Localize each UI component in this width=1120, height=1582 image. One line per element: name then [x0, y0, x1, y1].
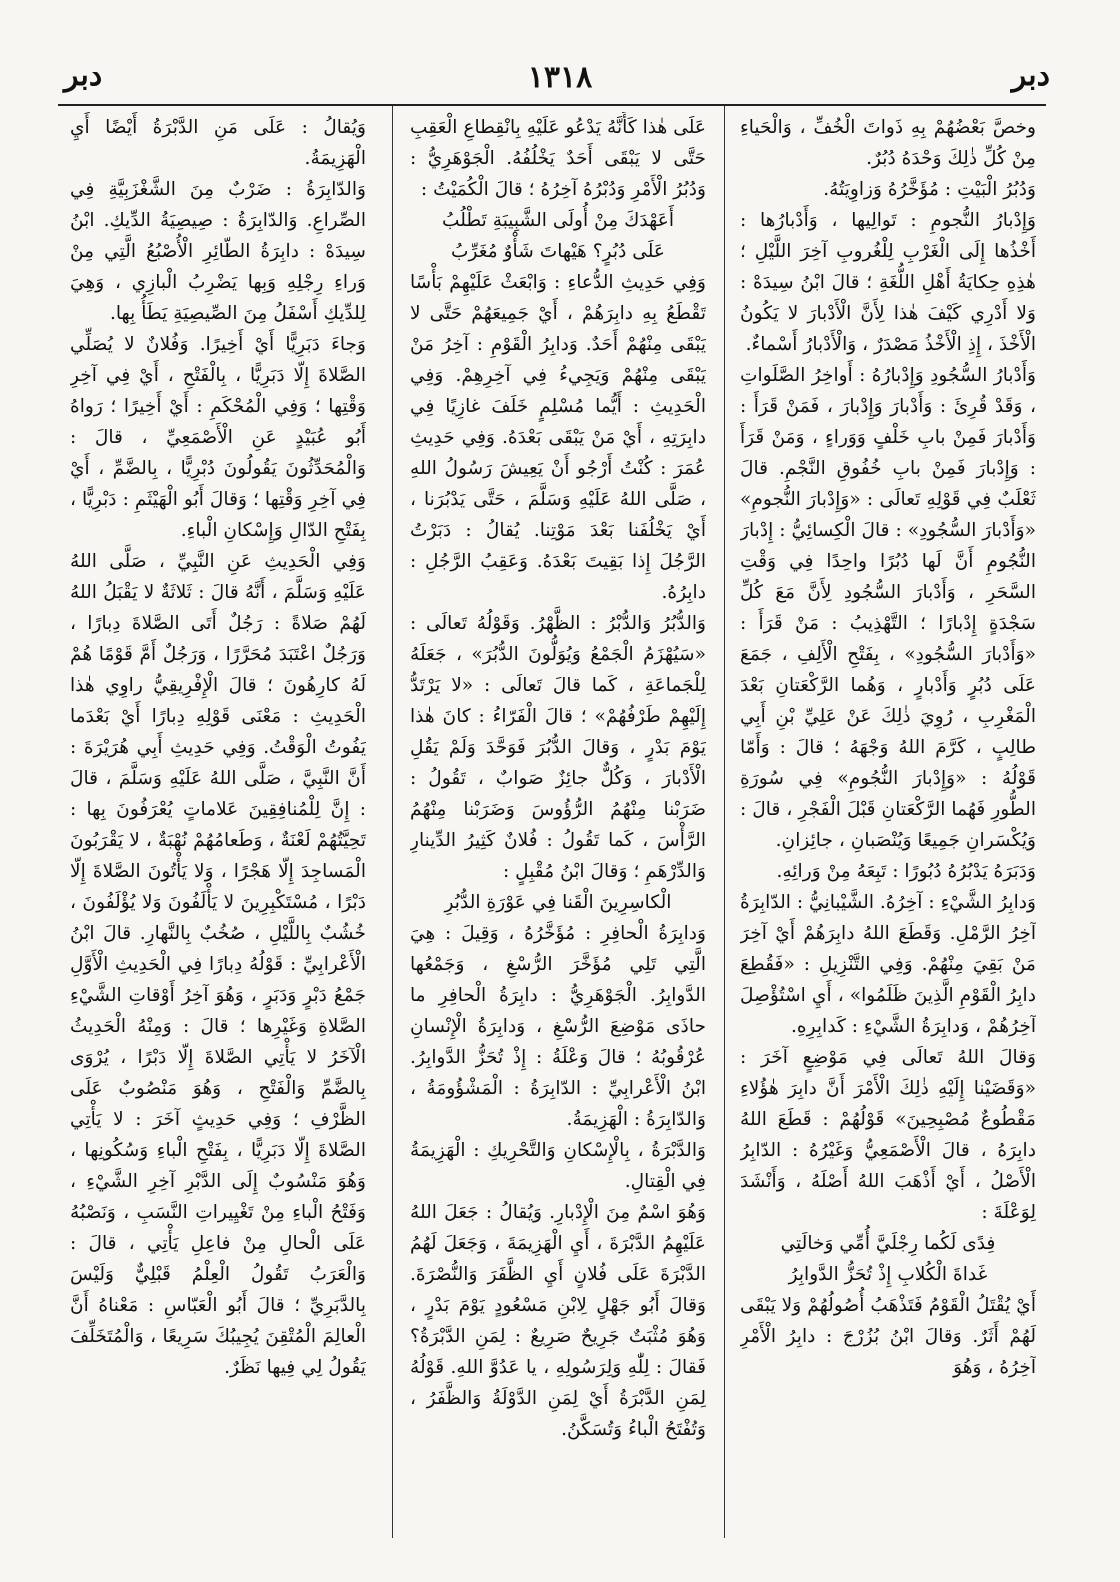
header-rule	[58, 104, 1046, 106]
verse-line: الْكاسِرِينَ الْقَنا فِي عَوْرَةِ الدُّبُرِ	[444, 892, 672, 913]
paragraph: وَهُوَ اسْمٌ مِنَ الْإِدْبارِ. وَيُقالُ : جَعَلَ اللهُ عَلَيْهِمُ الدَّبْرَةَ ، أَيِ الْهَزِيمَةَ ، وَجَعَلَ لَهُمُ الدَّبْرَةَ عَلَى فُلانٍ أَيِ الظَّفَرَ وَالنُّصْرَةَ. وَقالَ أَبُو جَهْلٍ لِابْنِ مَسْعُودٍ يَوْمَ بَدْرٍ ، وَهُوَ مُثْبَتٌ جَرِيحٌ صَرِيعٌ : لِمَنِ الدَّبْرَةُ؟ فَقالَ : لِلّٰهِ وَلِرَسُولِهِ ، يا عَدُوَّ اللهِ. قَوْلُهُ لِمَنِ الدَّبْرَةُ أَيْ لِمَنِ الدَّوْلَةُ وَالظَّفَرُ ، وَتُفْتَحُ الْباءُ وَتُسَكَّنُ.	[410, 1202, 706, 1440]
paragraph: وَفِي حَدِيثِ الدُّعاءِ : وَابْعَثْ عَلَيْهِمْ بَأْسًا تَقْطَعُ بِهِ دابِرَهُمْ ، أَيْ جَمِيعَهُمْ حَتَّى لا يَبْقَى مِنْهُمْ أَحَدٌ. وَدابِرُ الْقَوْمِ : آخِرُ مَنْ يَبْقَى مِنْهُمْ وَيَجِيءُ فِي آخِرِهِمْ. وَفِي الْحَدِيثِ : أَيُّما مُسْلِمٍ خَلَفَ غازِيًا فِي دابِرَتِهِ ، أَيْ مَنْ يَبْقَى بَعْدَهُ. وَفِي حَدِيثِ عُمَرَ : كُنْتُ أَرْجُو أَنْ يَعِيشَ رَسُولُ اللهِ ، صَلَّى اللهُ عَلَيْهِ وَسَلَّمَ ، حَتَّى يَدْبُرَنا ، أَيْ يَخْلُفَنا بَعْدَ مَوْتِنا. يُقالُ : دَبَرْتُ الرَّجُلَ إِذا بَقِيتَ بَعْدَهُ. وَعَقِبُ الرَّجُلِ : دابِرُهُ.	[410, 272, 706, 603]
paragraph: وَالدَّبْرَةُ ، بِالْإِسْكانِ وَالتَّحْرِيكِ : الْهَزِيمَةُ فِي الْقِتالِ.	[410, 1140, 706, 1192]
paragraph: وَإِدْبارُ النُّجومِ : تَوالِيها ، وَأَدْبارُها : أَخْذُها إِلَى الْغَرْبِ لِلْغُروبِ آخِرَ اللَّيْلِ ؛ هٰذِهِ حِكايَةُ أَهْلِ اللُّغَةِ ؛ قالَ ابْنُ سِيدَهْ : وَلا أَدْرِي كَيْفَ هٰذا لِأَنَّ الْأَدْبارَ لا يَكُونُ الْأَخْذَ ، إِذِ الْأَخْذُ مَصْدَرٌ ، وَالْأَدْبارُ أَسْماءٌ.	[740, 210, 1036, 355]
paragraph: وَفِي الْحَدِيثِ عَنِ النَّبِيِّ ، صَلَّى اللهُ عَلَيْهِ وَسَلَّمَ ، أَنَّهُ قالَ : ثَلاثَةٌ لا يَقْبَلُ اللهُ لَهُمْ صَلاةً : رَجُلٌ أَتَى الصَّلاةَ دِبارًا ، وَرَجُلٌ اعْتَبَدَ مُحَرَّرًا ، وَرَجُلٌ أَمَّ قَوْمًا هُمْ لَهُ كارِهُونَ ؛ قالَ الْإِفْرِيقِيُّ راوِي هٰذا الْحَدِيثِ : مَعْنَى قَوْلِهِ دِبارًا أَيْ بَعْدَما يَفُوتُ الْوَقْتُ. وَفِي حَدِيثِ أَبِي هُرَيْرَةَ : أَنَّ النَّبِيَّ ، صَلَّى اللهُ عَلَيْهِ وَسَلَّمَ ، قالَ : إِنَّ لِلْمُنافِقِينَ عَلاماتٍ يُعْرَفُونَ بِها : تَحِيَّتُهُمْ لَعْنَةٌ ، وَطَعامُهُمْ نُهْبَةٌ ، لا يَقْرَبُونَ الْمَساجِدَ إِلّا هَجْرًا ، وَلا يَأْتُونَ الصَّلاةَ إِلّا دَبْرًا ، مُسْتَكْبِرِينَ لا يَأْلَفُونَ وَلا يُؤْلَفُونَ ، خُشُبٌ بِاللَّيْلِ ، صُخُبٌ بِالنَّهارِ. قالَ ابْنُ الْأَعْرابِيِّ : قَوْلُهُ دِبارًا فِي الْحَدِيثِ الْأَوَّلِ جَمْعُ دَبْرٍ وَدَبَرٍ ، وَهُوَ آخِرُ أَوْقاتِ الشَّيْءِ الصَّلاةِ وَغَيْرِها ؛ قالَ : وَمِنْهُ الْحَدِيثُ الْآخَرُ لا يَأْتِي الصَّلاةَ إِلّا دَبْرًا ، يُرْوَى بِالضَّمِّ وَالْفَتْحِ ، وَهُوَ مَنْصُوبٌ عَلَى الظَّرْفِ ؛ وَفِي حَدِيثٍ آخَرَ : لا يَأْتِي الصَّلاةَ إِلّا دَبَرِيًّا ، بِفَتْحِ الْباءِ وَسُكُونِها ، وَهُوَ مَنْسُوبٌ إِلَى الدَّبْرِ آخِرِ الشَّيْءِ ، وَفَتْحُ الْباءِ مِنْ تَغْيِيراتِ النَّسَبِ ، وَنَصْبُهُ عَلَى الْحالِ مِنْ فاعِلِ يَأْتِي ، قالَ : وَالْعَرَبُ تَقُولُ الْعِلْمُ قَبْلِيٌّ وَلَيْسَ بِالدَّبَرِيِّ ؛ قالَ أَبُو الْعَبّاسِ : مَعْناهُ أَنَّ الْعالِمَ الْمُتْقِنَ يُجِيبُكَ سَرِيعًا ، وَالْمُتَخَلِّفَ يَقُولُ لِي فِيها نَظَرٌ.	[70, 551, 366, 1378]
paragraph: وَأَدْبارُ السُّجُودِ وَإِدْبارُهُ : أَواخِرُ الصَّلَواتِ ، وَقَدْ قُرِئَ : وَأَدْبارَ وَإِدْبارَ ، فَمَنْ قَرَأَ : وَأَدْبارَ فَمِنْ بابِ خَلْفٍ وَوَراءٍ ، وَمَنْ قَرَأَ : وَإِدْبارَ فَمِنْ بابِ خُفُوقِ النَّجْمِ. قالَ ثَعْلَبٌ فِي قَوْلِهِ تَعالَى : «وَإِدْبارَ النُّجومِ» «وَأَدْبارَ السُّجُودِ» : قالَ الْكِسائِيُّ : إِدْبارَ النُّجُومِ أَنَّ لَها دُبُرًا واحِدًا فِي وَقْتِ السَّحَرِ ، وَأَدْبارَ السُّجُودِ لِأَنَّ مَعَ كُلِّ سَجْدَةٍ إِدْبارًا ؛ التَّهْذِيبُ : مَنْ قَرَأَ : «وَأَدْبارَ السُّجُودِ» ، بِفَتْحِ الْأَلِفِ ، جَمَعَ عَلَى دُبُرٍ وَأَدْبارٍ ، وَهُما الرَّكْعَتانِ بَعْدَ الْمَغْرِبِ ، رُوِيَ ذٰلِكَ عَنْ عَلِيِّ بْنِ أَبِي طالِبٍ ، كَرَّمَ اللهُ وَجْهَهُ ؛ قالَ : وَأَمّا قَوْلُهُ : «وَإِدْبارَ النُّجُومِ» فِي سُورَةِ الطُّورِ فَهُما الرَّكْعَتانِ قَبْلَ الْفَجْرِ ، قالَ : وَيُكْسَرانِ جَمِيعًا وَيُنْصَبانِ ، جائِزانِ.	[740, 365, 1036, 851]
column-divider-left	[392, 106, 393, 1538]
text-column-left	[70, 112, 366, 1532]
paragraph: وَقالَ اللهُ تَعالَى فِي مَوْضِعٍ آخَرَ : «وَقَضَيْنا إِلَيْهِ ذٰلِكَ الْأَمْرَ أَنَّ دابِرَ هٰؤُلاءِ مَقْطُوعٌ مُصْبِحِينَ» قَوْلُهُمْ : قَطَعَ اللهُ دابِرَهُ ، قالَ الْأَصْمَعِيُّ وَغَيْرُهُ : الدّابِرُ الْأَصْلُ ، أَيْ أَذْهَبَ اللهُ أَصْلَهُ ، وَأَنْشَدَ لِوَعْلَةَ :	[740, 1047, 1036, 1223]
paragraph: وَدُبُرُ الْبَيْتِ : مُؤَخَّرُهُ وَزاوِيَتُهُ.	[823, 179, 1036, 200]
paragraph: وَدابِرُ الشَّيْءِ : آخِرُهُ. الشَّيْبانِيُّ : الدّابِرَةُ آخِرُ الرَّمْلِ. وَقَطَعَ اللهُ دابِرَهُمْ أَيْ آخِرَ مَنْ بَقِيَ مِنْهُمْ. وَفِي التَّنْزِيلِ : «فَقُطِعَ دابِرُ الْقَوْمِ الَّذِينَ ظَلَمُوا» ، أَيِ اسْتُؤْصِلَ آخِرُهُمْ ، وَدابِرَةُ الشَّيْءِ : كَدابِرِهِ.	[740, 892, 1036, 1037]
paragraph: وَدَبَرَهُ يَدْبُرُهُ دُبُورًا : تَبِعَهُ مِنْ وَرائِهِ.	[776, 861, 1036, 882]
verse-line: فِدًى لَكُما رِجْلَيَّ أُمِّي وَخالَتِي	[780, 1233, 996, 1254]
verse-line: عَلَى دُبُرٍ؟ هَيْهاتَ شَأْوٌ مُغَرِّبُ	[450, 241, 666, 262]
page-number: ١٣١٨	[527, 60, 593, 95]
text-column-middle	[410, 112, 706, 1532]
paragraph: وَجاءَ دَبَرِيًّا أَيْ أَخِيرًا. وَفُلانٌ لا يُصَلِّي الصَّلاةَ إِلّا دَبَرِيًّا ، بِالْفَتْحِ ، أَيْ فِي آخِرِ وَقْتِها ؛ وَفِي الْمُحْكَمِ : أَيْ أَخِيرًا ؛ رَواهُ أَبُو عُبَيْدٍ عَنِ الْأَصْمَعِيِّ ، قالَ : وَالْمُحَدِّثُونَ يَقُولُونَ دُبْرِيًّا ، بِالضَّمِّ ، أَيْ فِي آخِرِ وَقْتِها ؛ وَقالَ أَبُو الْهَيْثَمِ : دَبْرِيًّا ، بِفَتْحِ الدّالِ وَإِسْكانِ الْباءِ.	[70, 334, 366, 541]
paragraph: وَيُقالُ : عَلَى مَنِ الدَّبْرَةُ أَيْضًا أَيِ الْهَزِيمَةُ.	[70, 117, 366, 169]
paragraph: وَالدُّبُرُ وَالدُّبْرُ : الظَّهْرُ. وَقَوْلُهُ تَعالَى : «سَيُهْزَمُ الْجَمْعُ وَيُوَلُّونَ الدُّبُرَ» ، جَعَلَهُ لِلْجَماعَةِ ، كَما قالَ تَعالَى : «لا يَرْتَدُّ إِلَيْهِمْ طَرْفُهُمْ» ؛ قالَ الْفَرّاءُ : كانَ هٰذا يَوْمَ بَدْرٍ ، وَقالَ الدُّبُرَ فَوَحَّدَ وَلَمْ يَقُلِ الْأَدْبارَ ، وَكُلٌّ جائِزٌ صَوابٌ ، تَقُولُ : ضَرَبْنا مِنْهُمُ الرُّؤُوسَ وَضَرَبْنا مِنْهُمُ الرَّأْسَ ، كَما تَقُولُ : فُلانٌ كَثِيرُ الدِّينارِ وَالدِّرْهَمِ ؛ وَقالَ ابْنُ مُقْبِلٍ :	[410, 613, 706, 882]
paragraph: وخصَّ بَعْضُهُمْ بِهِ ذَواتَ الْخُفِّ ، وَالْحَياءِ مِنْ كُلِّ ذٰلِكَ وَحْدَهُ دُبُرٌ.	[740, 117, 1036, 169]
paragraph: عَلَى هٰذا كَأَنَّهُ يَدْعُو عَلَيْهِ بِانْقِطاعِ الْعَقِبِ حَتَّى لا يَبْقَى أَحَدٌ يَخْلُفُهُ. الْجَوْهَرِيُّ : وَدُبُرُ الْأَمْرِ وَدُبْرُهُ آخِرُهُ ؛ قالَ الْكُمَيْتُ :	[410, 117, 706, 200]
header-keyword-left: دبر	[64, 58, 103, 93]
paragraph: أَيْ يُقْتَلُ الْقَوْمُ فَتَذْهَبُ أُصُولُهُمْ وَلا يَبْقَى لَهُمْ أَثَرٌ. وَقالَ ابْنُ بُزُرْجَ : دابِرُ الْأَمْرِ آخِرُهُ ، وَهُوَ	[740, 1295, 1036, 1378]
verse-line: غَداةَ الْكُلابِ إِذْ تُحَزُّ الدَّوابِرُ	[788, 1264, 988, 1285]
column-divider-right	[724, 106, 725, 1538]
text-column-right	[740, 112, 1036, 1532]
header-keyword-right: دبر	[1011, 58, 1050, 93]
paragraph: وَدابِرَةُ الْحافِرِ : مُؤَخَّرُهُ ، وَقِيلَ : هِيَ الَّتِي تَلِي مُؤَخَّرَ الرُّسْغِ ، وَجَمْعُها الدَّوابِرُ. الْجَوْهَرِيُّ : دابِرَةُ الْحافِرِ ما حاذَى مَوْضِعَ الرُّسْغِ ، وَدابِرَةُ الْإِنْسانِ عُرْقُوبُهُ ؛ قالَ وَعْلَةُ : إِذْ تُحَزُّ الدَّوابِرُ. ابْنُ الْأَعْرابِيِّ : الدّابِرَةُ : الْمَشْؤُومَةُ ، وَالدّابِرَةُ : الْهَزِيمَةُ.	[410, 923, 706, 1130]
verse-line: أَعَهْدَكَ مِنْ أُولَى الشَّبِيبَةِ تَطْلُبُ	[441, 210, 675, 231]
paragraph: وَالدّابِرَةُ : ضَرْبٌ مِنَ الشَّغْزَبِيَّةِ فِي الصِّراعِ. وَالدّابِرَةُ : صِيصِيَةُ الدِّيكِ. ابْنُ سِيدَهْ : دابِرَةُ الطّائِرِ الْأُصْبُعُ الَّتِي مِنْ وَراءِ رِجْلِهِ وَبِها يَضْرِبُ الْبازِي ، وَهِيَ لِلدِّيكِ أَسْفَلُ مِنَ الصِّيصِيَةِ يَطَأُ بِها.	[70, 179, 366, 324]
